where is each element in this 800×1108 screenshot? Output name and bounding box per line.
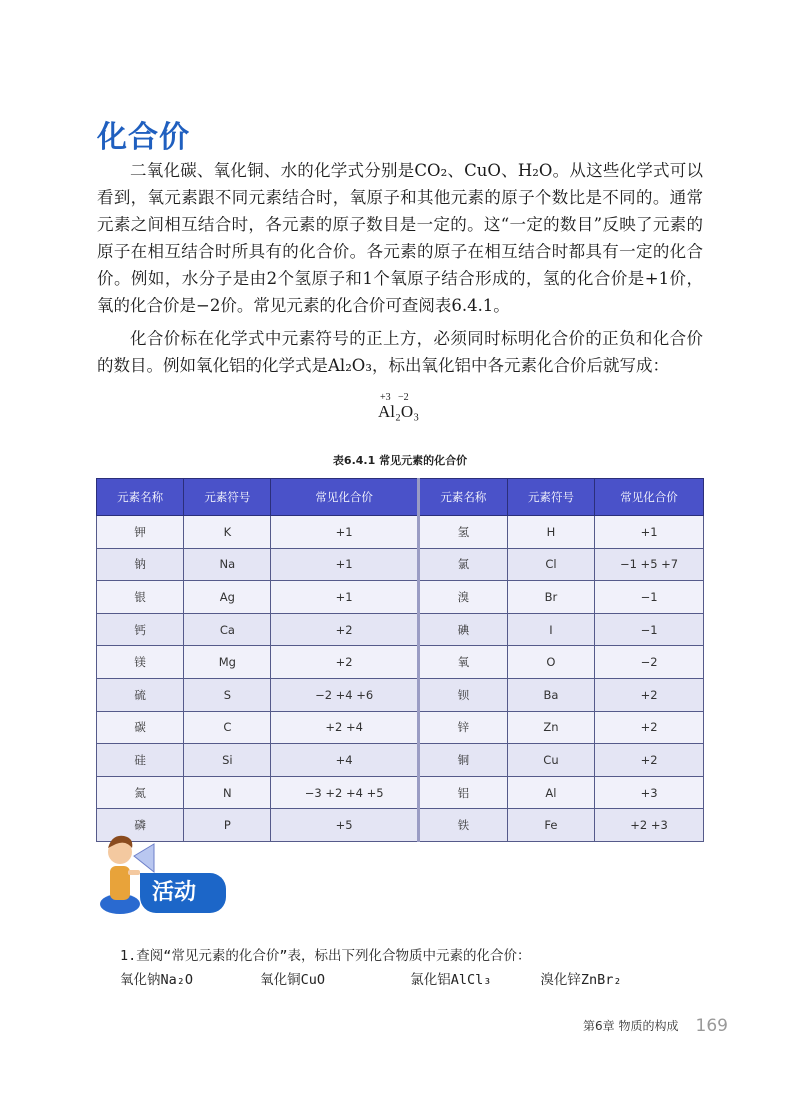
table-cell: Al xyxy=(507,776,594,809)
table-cell: +2 xyxy=(595,744,704,777)
table-cell: 氯 xyxy=(418,548,507,581)
table-cell: Ca xyxy=(184,613,271,646)
compound-list xyxy=(120,968,622,992)
header-cell: 常见化合价 xyxy=(595,479,704,516)
table-cell: 铝 xyxy=(418,776,507,809)
table-cell: 银 xyxy=(97,581,184,614)
compound-item: 氧化钠Na₂O xyxy=(120,972,194,988)
table-cell: −2 +4 +6 xyxy=(271,678,418,711)
table-cell: Ag xyxy=(184,581,271,614)
table-cell: C xyxy=(184,711,271,744)
table-cell: 氮 xyxy=(97,776,184,809)
table-cell: 氧 xyxy=(418,646,507,679)
table-cell: +4 xyxy=(271,744,418,777)
table-row xyxy=(97,776,704,809)
table-cell: +2 xyxy=(595,678,704,711)
activity-item-1: 1.查阅“常见元素的化合价”表，标出下列化合物质中元素的化合价： xyxy=(120,948,531,964)
table-cell: I xyxy=(507,613,594,646)
table-cell: 镁 xyxy=(97,646,184,679)
table-cell: 磷 xyxy=(97,809,184,842)
valence-formula xyxy=(370,392,430,426)
table-cell: +1 xyxy=(271,516,418,549)
table-cell: −3 +2 +4 +5 xyxy=(271,776,418,809)
paragraph-1: 二氧化碳、氧化铜、水的化学式分别是CO₂、CuO、H₂O。从这些化学式可以看到，氧元素跟不同元素结合时，氧原子和其他元素的原子个数比是不同的。通常元素之间相互结合时，各元素的原子数目是一定的。这“一定的数目”反映了元素的原子在相互结合时所具有的化合价。各元素的原子在相互结合时都具有一定的化合价。例如，水分子是由2个氢原子和1个氧原子结合形成的，氢的化合价是+1价，氧的化合价是−2价。常见元素的化合价可查阅表6.4.1。 xyxy=(97,161,703,315)
table-cell: Ba xyxy=(507,678,594,711)
table-cell: +2 +4 xyxy=(271,711,418,744)
compound-item: 氧化铜CuO xyxy=(260,972,326,988)
compound-item: 氯化铝AlCl₃ xyxy=(410,972,492,988)
table-row xyxy=(97,516,704,549)
table-cell: 钙 xyxy=(97,613,184,646)
table-cell: 锌 xyxy=(418,711,507,744)
activity-content xyxy=(120,944,622,992)
header-cell: 元素符号 xyxy=(184,479,271,516)
table-cell: Si xyxy=(184,744,271,777)
table-row xyxy=(97,744,704,777)
table-cell: +1 xyxy=(595,516,704,549)
table-cell: 溴 xyxy=(418,581,507,614)
table-body xyxy=(97,516,704,842)
table-cell: 硅 xyxy=(97,744,184,777)
table-row xyxy=(97,809,704,842)
table-cell: +1 xyxy=(271,581,418,614)
header-cell: 元素符号 xyxy=(507,479,594,516)
formula-text: Al₂O₃ xyxy=(378,402,420,421)
table-cell: 碳 xyxy=(97,711,184,744)
table-cell: H xyxy=(507,516,594,549)
table-cell: Cu xyxy=(507,744,594,777)
table-cell: O xyxy=(507,646,594,679)
table-cell: 铜 xyxy=(418,744,507,777)
paragraph-2: 化合价标在化学式中元素符号的正上方，必须同时标明化合价的正负和化合价的数目。例如氧化铝的化学式是Al₂O₃，标出氧化铝中各元素化合价后就写成： xyxy=(97,329,703,375)
table-cell: 碘 xyxy=(418,613,507,646)
table-cell: +5 xyxy=(271,809,418,842)
table-cell: 铁 xyxy=(418,809,507,842)
table-cell: −2 xyxy=(595,646,704,679)
table-cell: K xyxy=(184,516,271,549)
page-number: 169 xyxy=(695,1015,728,1036)
table-caption: 表6.4.1 常见元素的化合价 xyxy=(332,454,468,467)
header-cell: 常见化合价 xyxy=(271,479,418,516)
table-cell: 钠 xyxy=(97,548,184,581)
header-cell: 元素名称 xyxy=(418,479,507,516)
table-cell: 硫 xyxy=(97,678,184,711)
table-header-row xyxy=(97,479,704,516)
valence-o: −2 xyxy=(398,392,409,403)
section-title: 化合价 xyxy=(97,120,190,155)
table-cell: +2 xyxy=(595,711,704,744)
chapter-label: 第6章 物质的构成 xyxy=(583,1019,679,1033)
table-cell: +2 xyxy=(271,646,418,679)
table-cell: 钡 xyxy=(418,678,507,711)
table-cell: +3 xyxy=(595,776,704,809)
table-row xyxy=(97,548,704,581)
table-cell: P xyxy=(184,809,271,842)
table-cell: S xyxy=(184,678,271,711)
table-cell: −1 +5 +7 xyxy=(595,548,704,581)
table-cell: +1 xyxy=(271,548,418,581)
table-cell: −1 xyxy=(595,613,704,646)
activity-badge: 活动 xyxy=(140,873,226,913)
table-row xyxy=(97,581,704,614)
table-cell: 氢 xyxy=(418,516,507,549)
table-row xyxy=(97,678,704,711)
valence-al: +3 xyxy=(380,392,391,403)
table-cell: Br xyxy=(507,581,594,614)
header-cell: 元素名称 xyxy=(97,479,184,516)
table-row xyxy=(97,646,704,679)
page-footer xyxy=(583,1015,728,1036)
compound-item: 溴化锌ZnBr₂ xyxy=(540,972,622,988)
table-cell: +2 xyxy=(271,613,418,646)
table-cell: −1 xyxy=(595,581,704,614)
table-cell: N xyxy=(184,776,271,809)
table-cell: 钾 xyxy=(97,516,184,549)
valence-table xyxy=(96,478,704,842)
table-cell: Cl xyxy=(507,548,594,581)
table-row xyxy=(97,613,704,646)
table-cell: Mg xyxy=(184,646,271,679)
table-cell: Zn xyxy=(507,711,594,744)
table-row xyxy=(97,711,704,744)
table-cell: Fe xyxy=(507,809,594,842)
table-cell: +2 +3 xyxy=(595,809,704,842)
table-cell: Na xyxy=(184,548,271,581)
